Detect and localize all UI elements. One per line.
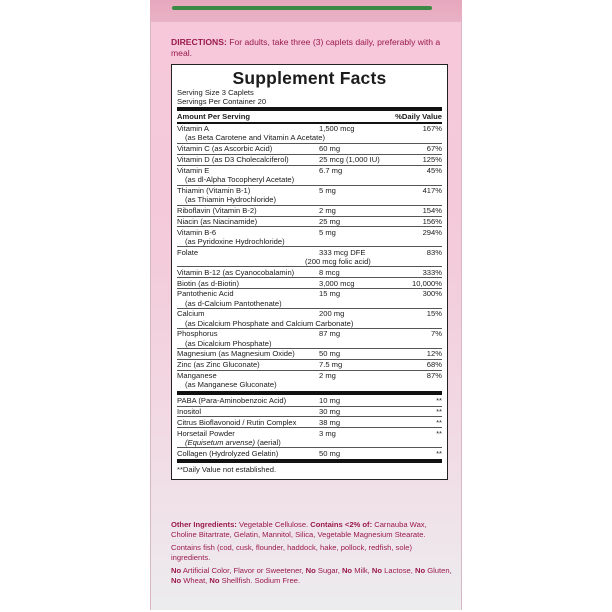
nutrient-source: (as Beta Carotene and Vitamin A Acetate) — [185, 133, 326, 143]
nutrient-row — [177, 143, 442, 154]
green-brand-stripe — [172, 6, 432, 10]
no-label: No — [171, 575, 182, 585]
nutrient-source: (as Thiamin Hydrochloride) — [185, 195, 277, 205]
nutrient-amount: 50 mg — [319, 349, 341, 359]
nutrient-name: Folate — [177, 247, 199, 257]
nutrient-row — [177, 308, 442, 328]
nutrient-name: Calcium — [177, 309, 205, 319]
nutrient-daily-value: 12% — [426, 349, 442, 359]
nutrient-daily-value: ** — [436, 396, 442, 406]
other-ingredients-section — [171, 520, 453, 590]
servings-per-container: Servings Per Container 20 — [177, 97, 267, 106]
nutrient-amount: 200 mg — [319, 309, 345, 319]
nutrient-row — [177, 165, 442, 185]
nutrient-source — [177, 438, 402, 447]
nutrient-source: (as d-Calcium Pantothenate) — [185, 298, 282, 308]
nutrient-daily-value: ** — [436, 417, 442, 427]
nutrient-name: Manganese — [177, 371, 217, 381]
nutrient-list — [177, 124, 442, 390]
amount-header: Amount Per Serving — [177, 112, 250, 121]
nutrient-daily-value: 15% — [426, 309, 442, 319]
other-ingredient-list — [177, 396, 442, 458]
thick-divider — [177, 391, 442, 395]
nutrient-amount: 8 mcg — [319, 267, 340, 277]
directions-text: For adults, take three (3) caplets daily, preferably with a meal. — [171, 37, 441, 58]
nutrient-name: Vitamin C (as Ascorbic Acid) — [177, 144, 273, 154]
no-label: No — [341, 566, 353, 576]
supplement-facts-title: Supplement Facts — [232, 68, 387, 88]
nutrient-amount: 15 mg — [319, 289, 341, 299]
nutrient-name: Inositol — [177, 406, 202, 416]
product-box-panel — [150, 22, 462, 610]
nutrient-name: Pantothenic Acid — [177, 289, 234, 299]
free-from-item: Wheat, — [181, 575, 210, 585]
nutrient-row — [177, 396, 442, 406]
nutrient-amount: 333 mcg DFE — [319, 247, 366, 257]
nutrient-row — [177, 154, 442, 165]
nutrient-row — [177, 216, 442, 227]
nutrient-name: Collagen (Hydrolyzed Gelatin) — [177, 448, 279, 458]
nutrient-amount: 7.5 mg — [319, 360, 343, 370]
thick-divider — [177, 107, 442, 111]
nutrient-name: Vitamin E — [177, 166, 210, 176]
thick-divider — [177, 459, 442, 463]
nutrient-amount: 25 mg — [319, 216, 341, 226]
nutrient-name: Zinc (as Zinc Gluconate) — [177, 360, 260, 370]
no-label: No — [209, 575, 220, 585]
nutrient-daily-value: 83% — [426, 247, 442, 257]
nutrient-source-part: (aerial) — [255, 437, 281, 447]
nutrient-amount: 60 mg — [319, 144, 341, 154]
free-from-item: Gluten, — [425, 566, 452, 576]
nutrient-amount: 30 mg — [319, 406, 341, 416]
nutrient-daily-value: 125% — [422, 155, 442, 165]
nutrient-daily-value: 300% — [422, 289, 442, 299]
nutrient-source: (as Pyridoxine Hydrochloride) — [185, 236, 285, 246]
nutrient-daily-value: 167% — [422, 124, 442, 134]
free-from-item: Milk, — [352, 566, 372, 576]
nutrient-daily-value: 10,000% — [412, 278, 442, 288]
nutrient-daily-value: 333% — [422, 267, 442, 277]
nutrient-amount: 2 mg — [319, 206, 336, 216]
nutrient-row — [177, 427, 442, 447]
nutrient-row — [177, 124, 442, 143]
no-label: No — [371, 566, 383, 576]
supplement-facts-panel — [171, 64, 448, 480]
nutrient-row — [177, 266, 442, 277]
nutrient-amount: 25 mcg (1,000 IU) — [319, 155, 380, 165]
nutrient-daily-value: 294% — [422, 227, 442, 237]
nutrient-amount: 10 mg — [319, 396, 341, 406]
nutrient-amount: 5 mg — [319, 227, 336, 237]
facts-header — [177, 112, 442, 122]
nutrient-name: Citrus Bioflavonoid / Rutin Complex — [177, 417, 297, 427]
nutrient-amount: 1,500 mcg — [319, 124, 355, 134]
nutrient-source: (as dl-Alpha Tocopheryl Acetate) — [185, 175, 295, 185]
nutrient-row — [177, 416, 442, 427]
nutrient-name: Vitamin B-12 (as Cyanocobalamin) — [177, 267, 295, 277]
nutrient-name: Niacin (as Niacinamide) — [177, 216, 258, 226]
nutrient-row — [177, 226, 442, 246]
nutrient-daily-value: 156% — [422, 216, 442, 226]
nutrient-daily-value: 417% — [422, 186, 442, 196]
free-from-statement — [171, 566, 453, 585]
nutrient-source: (as Dicalcium Phosphate and Calcium Carbonate) — [185, 318, 354, 328]
nutrient-amount: 38 mg — [319, 417, 341, 427]
nutrient-row — [177, 185, 442, 205]
nutrient-daily-value: 68% — [426, 360, 442, 370]
nutrient-name: Vitamin A — [177, 124, 209, 134]
nutrient-row — [177, 328, 442, 348]
box-top-flap — [150, 0, 462, 24]
no-label: No — [414, 566, 426, 576]
nutrient-row — [177, 277, 442, 288]
nutrient-name: Vitamin B-6 — [177, 227, 217, 237]
nutrient-name: Horsetail Powder — [177, 428, 235, 438]
nutrient-amount: 2 mg — [319, 371, 336, 381]
no-label: No — [171, 566, 182, 576]
nutrient-daily-value: ** — [436, 406, 442, 416]
free-from-item: Lactose, — [382, 566, 415, 576]
nutrient-daily-value: 67% — [426, 144, 442, 154]
nutrient-row — [177, 406, 442, 417]
nutrient-name: Thiamin (Vitamin B-1) — [177, 186, 251, 196]
nutrient-daily-value: 154% — [422, 206, 442, 216]
nutrient-row — [177, 288, 442, 308]
nutrient-row — [177, 246, 442, 266]
free-from-item: Sugar, — [315, 566, 342, 576]
nutrient-row — [177, 370, 442, 390]
nutrient-amount: 3,000 mcg — [319, 278, 355, 288]
nutrient-amount: 50 mg — [319, 448, 341, 458]
nutrient-row — [177, 205, 442, 216]
directions — [171, 37, 451, 59]
nutrient-daily-value: 7% — [431, 329, 442, 339]
free-from-item: Shellfish. Sodium Free. — [219, 575, 301, 585]
nutrient-name: Biotin (as d-Biotin) — [177, 278, 240, 288]
nutrient-amount: 3 mg — [319, 428, 336, 438]
nutrient-amount: 87 mg — [319, 329, 341, 339]
other-ingredients-text: Vegetable Cellulose. — [236, 520, 311, 529]
nutrient-row — [177, 359, 442, 370]
nutrient-name: Phosphorus — [177, 329, 218, 339]
nutrient-name: Vitamin D (as D3 Cholecalciferol) — [177, 155, 289, 165]
nutrient-source: (as Manganese Gluconate) — [185, 380, 277, 390]
nutrient-daily-value: ** — [436, 428, 442, 438]
nutrient-amount-detail: (200 mcg folic acid) — [305, 256, 371, 266]
nutrient-row — [177, 447, 442, 458]
dv-header: %Daily Value — [395, 112, 442, 121]
nutrient-source: (as Dicalcium Phosphate) — [185, 338, 272, 348]
nutrient-name: Riboflavin (Vitamin B-2) — [177, 206, 257, 216]
nutrient-row — [177, 348, 442, 359]
other-ingredients-label: Other Ingredients: — [171, 520, 237, 529]
no-label: No — [305, 566, 316, 576]
free-from-item: Artificial Color, Flavor or Sweetener, — [181, 566, 306, 576]
nutrient-daily-value: ** — [436, 448, 442, 458]
footnote: **Daily Value not established. — [177, 465, 277, 475]
nutrient-amount: 5 mg — [319, 186, 336, 196]
nutrient-amount: 6.7 mg — [319, 166, 343, 176]
directions-label: DIRECTIONS: — [171, 37, 227, 47]
nutrient-daily-value: 45% — [426, 166, 442, 176]
nutrient-name: Magnesium (as Magnesium Oxide) — [177, 349, 295, 359]
other-ingredients — [171, 520, 453, 539]
nutrient-daily-value: 87% — [426, 371, 442, 381]
serving-size: Serving Size 3 Caplets — [177, 88, 254, 97]
fish-allergen-text: Contains fish (cod, cusk, flounder, haddock, hake, pollock, redfish, sole) ingredients. — [171, 543, 413, 562]
nutrient-name: PABA (Para-Aminobenzoic Acid) — [177, 396, 287, 406]
contains-label: Contains <2% of: — [310, 520, 373, 529]
contains-text: Carnauba Wax, Choline Bitartrate, Gelatin, Mannitol, Silica, Vegetable Magnesium Stearate. — [171, 520, 427, 539]
latin-name: (Equisetum arvense) — [185, 437, 256, 447]
